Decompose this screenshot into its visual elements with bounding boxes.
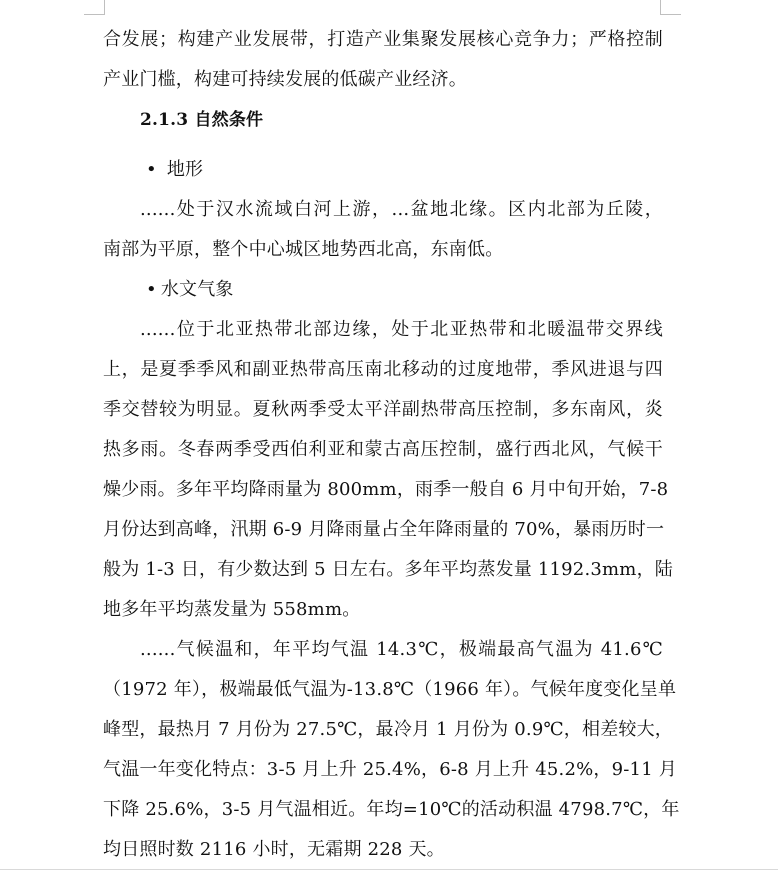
- bullet-icon: •: [146, 279, 157, 300]
- page-bottom-edge: [0, 869, 778, 870]
- body-line: 合发展；构建产业发展带，打造产业集聚发展核心竞争力；严格控制: [103, 29, 663, 50]
- body-line: 地多年平均蒸发量为 558mm。: [103, 599, 361, 620]
- body-line: 峰型，最热月 7 月份为 27.5℃，最冷月 1 月份为 0.9℃，相差较大，: [103, 719, 674, 740]
- body-line: 下降 25.6%，3-5 月气温相近。年均=10℃的活动积温 4798.7℃，年: [103, 799, 680, 820]
- section-heading: 2.1.3 自然条件: [140, 110, 264, 130]
- body-line: （1972 年），极端最低气温为-13.8℃（1966 年）。气候年度变化呈单: [103, 679, 677, 700]
- body-line: 季交替较为明显。夏秋两季受太平洋副热带高压控制，多东南风，炎: [103, 399, 663, 420]
- bullet-label: 水文气象: [160, 279, 234, 300]
- body-line: 热多雨。冬春两季受西伯利亚和蒙古高压控制，盛行西北风，气候干: [103, 439, 663, 460]
- body-line: 均日照时数 2116 小时，无霜期 228 天。: [103, 839, 445, 860]
- body-line: 南部为平原，整个中心城区地势西北高，东南低。: [103, 239, 504, 260]
- body-line: 产业门槛，构建可持续发展的低碳产业经济。: [103, 69, 467, 90]
- body-line: 燥少雨。多年平均降雨量为 800mm，雨季一般自 6 月中旬开始，7-8: [103, 479, 669, 500]
- body-line: ......位于北亚热带北部边缘，处于北亚热带和北暖温带交界线: [140, 319, 663, 340]
- body-line: 气温一年变化特点：3-5 月上升 25.4%，6-8 月上升 45.2%，9-11 月: [103, 759, 677, 780]
- body-line: 上，是夏季季风和副亚热带高压南北移动的过度地带，季风进退与四: [103, 359, 663, 380]
- crop-mark-left: [84, 0, 105, 15]
- crop-mark-right: [660, 0, 681, 15]
- bullet-hydro: [146, 278, 706, 302]
- bullet-icon: •: [146, 159, 157, 180]
- body-line: 般为 1-3 日，有少数达到 5 日左右。多年平均蒸发量 1192.3mm，陆: [103, 559, 673, 580]
- bullet-terrain: [146, 158, 706, 182]
- body-line: ......处于汉水流域白河上游，...盆地北缘。区内北部为丘陵，: [140, 199, 663, 220]
- body-line: ......气候温和，年平均气温 14.3℃，极端最高气温为 41.6℃: [140, 639, 663, 660]
- bullet-label: 地形: [166, 159, 204, 180]
- body-line: 月份达到高峰，汛期 6-9 月降雨量占全年降雨量的 70%，暴雨历时一: [103, 519, 665, 540]
